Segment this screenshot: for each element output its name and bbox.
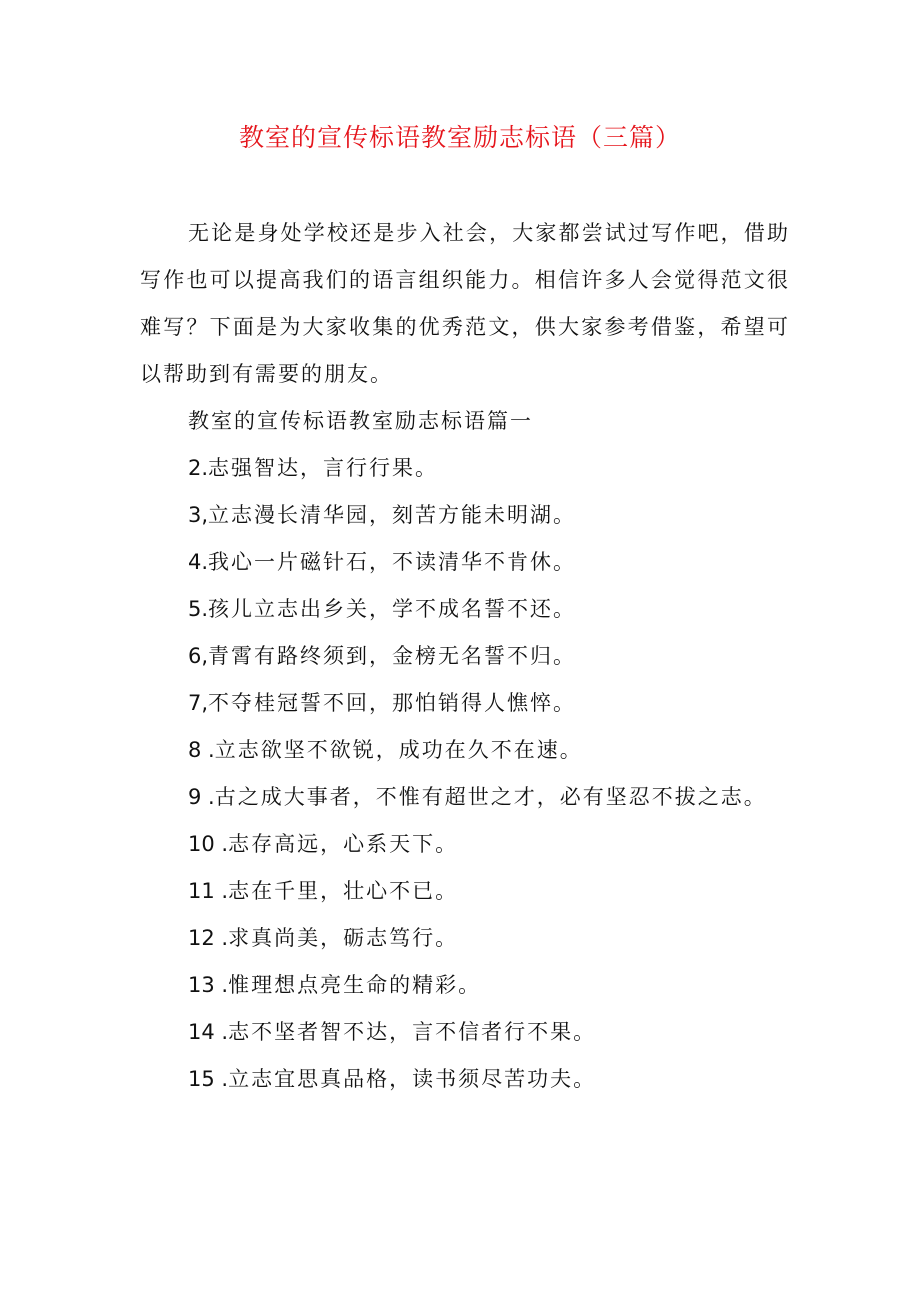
list-item bbox=[140, 1056, 790, 1103]
list-item bbox=[140, 680, 790, 727]
item-text: 我心一片磁针石，不读清华不肯休。 bbox=[208, 550, 577, 574]
item-number: 2. bbox=[188, 456, 209, 480]
item-text: 孩儿立志出乡关，学不成名誓不还。 bbox=[208, 597, 577, 621]
list-item bbox=[140, 868, 790, 915]
list-item bbox=[140, 774, 790, 821]
item-text: 志在千里，壮心不已。 bbox=[228, 879, 459, 903]
item-number: 5. bbox=[188, 597, 209, 621]
item-number: 8 . bbox=[188, 738, 215, 762]
list-item bbox=[140, 1009, 790, 1056]
item-number: 14 . bbox=[188, 1020, 229, 1044]
item-text: 青霄有路终须到，金榜无名誓不归。 bbox=[208, 644, 577, 668]
item-text: 古之成大事者，不惟有超世之才，必有坚忍不拔之志。 bbox=[214, 785, 767, 809]
intro-paragraph: 无论是身处学校还是步入社会，大家都尝试过写作吧，借助写作也可以提高我们的语言组织能力。相信许多人会觉得范文很难写？下面是为大家收集的优秀范文，供大家参考借鉴，希望可以帮助到有需要的朋友。 bbox=[140, 221, 790, 386]
document-title: 教室的宣传标语教室励志标语（三篇） bbox=[238, 123, 681, 152]
item-number: 7, bbox=[188, 691, 209, 715]
item-number: 13 . bbox=[188, 973, 229, 997]
list-item bbox=[140, 539, 790, 586]
list-item bbox=[140, 492, 790, 539]
item-text: 志存高远，心系天下。 bbox=[228, 832, 459, 856]
item-text: 立志漫长清华园，刻苦方能未明湖。 bbox=[208, 503, 577, 527]
item-text: 立志宜思真品格，读书须尽苦功夫。 bbox=[228, 1067, 597, 1091]
item-number: 6, bbox=[188, 644, 209, 668]
item-number: 4. bbox=[188, 550, 209, 574]
item-text: 立志欲坚不欲锐，成功在久不在速。 bbox=[214, 738, 583, 762]
list-item bbox=[140, 962, 790, 1009]
item-number: 3, bbox=[188, 503, 209, 527]
list-item bbox=[140, 821, 790, 868]
item-number: 10 . bbox=[188, 832, 229, 856]
item-number: 12 . bbox=[188, 926, 229, 950]
item-text: 不夺桂冠誓不回，那怕销得人憔悴。 bbox=[208, 691, 577, 715]
item-text: 志强智达，言行行果。 bbox=[208, 456, 439, 480]
item-text: 志不坚者智不达，言不信者行不果。 bbox=[228, 1020, 597, 1044]
document-body bbox=[140, 210, 790, 1103]
list-item bbox=[140, 586, 790, 633]
item-number: 9 . bbox=[188, 785, 215, 809]
list-item bbox=[140, 633, 790, 680]
item-text: 惟理想点亮生命的精彩。 bbox=[228, 973, 482, 997]
list-item bbox=[140, 727, 790, 774]
section-heading: 教室的宣传标语教室励志标语篇一 bbox=[188, 409, 533, 433]
item-text: 求真尚美，砺志笃行。 bbox=[228, 926, 459, 950]
list-item bbox=[140, 445, 790, 492]
item-number: 15 . bbox=[188, 1067, 229, 1091]
item-number: 11 . bbox=[188, 879, 229, 903]
list-item bbox=[140, 915, 790, 962]
